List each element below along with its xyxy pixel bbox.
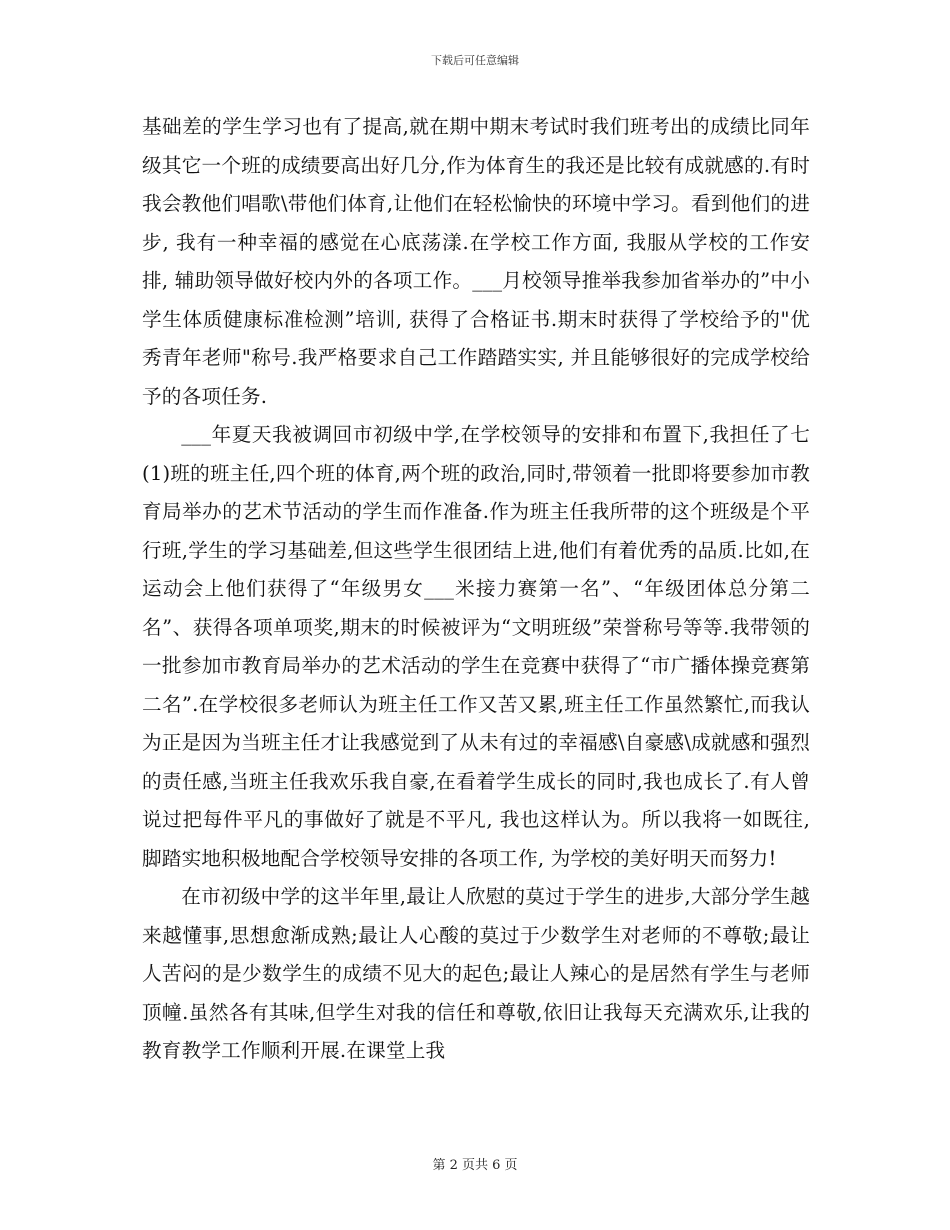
paragraph-3: 在市初级中学的这半年里,最让人欣慰的莫过于学生的进步,大部分学生越来越懂事,思想愈渐成熟;最让人心酸的莫过于少数学生对老师的不尊敬;最让人苦闷的是少数学生的成绩不见大的起色;最让人辣心的是居然有学生与老师顶幢.虽然各有其味,但学生对我的信任和尊敬,依旧让我每天充满欢乐,让我的教育教学工作顺利开展.在课堂上我: [142, 885, 810, 1062]
document-body: [142, 108, 810, 1071]
page-header-note: 下载后可任意编辑: [431, 54, 519, 67]
paragraph-2: ___年夏天我被调回市初级中学,在学校领导的安排和布置下,我担任了七(1)班的班主任,四个班的体育,两个班的政治,同时,带领着一批即将要参加市教育局举办的艺术节活动的学生而作准备.作为班主任我所带的这个班级是个平行班,学生的学习基础差,但这些学生很团结上进,他们有着优秀的品质.比如,在运动会上他们获得了“年级男女___米接力赛第一名”、“年级团体总分第二名”、获得各项单项奖,期末的时候被评为“文明班级”荣誉称号等等.我带领的一批参加市教育局举办的艺术活动的学生在竞赛中获得了“市广播体操竞赛第二名”.在学校很多老师认为班主任工作又苦又累,班主任工作虽然繁忙,而我认为正是因为当班主任才让我感觉到了从未有过的幸福感\自豪感\成就感和强烈的责任感,当班主任我欢乐我自豪,在看着学生成长的同时,我也成长了.有人曾说过把每件平凡的事做好了就是不平凡, 我也这样认为。所以我将一如既往, 脚踏实地积极地配合学校领导安排的各项工作, 为学校的美好明天而努力!: [142, 423, 810, 870]
paragraph-1: 基础差的学生学习也有了提高,就在期中期末考试时我们班考出的成绩比同年级其它一个班的成绩要高出好几分,作为体育生的我还是比较有成就感的.有时我会教他们唱歌\带他们体育,让他们在轻松愉快的环境中学习。看到他们的进步, 我有一种幸福的感觉在心底荡漾.在学校工作方面, 我服从学校的工作安排, 辅助领导做好校内外的各项工作。___月校领导推举我参加省举办的”中小学生体质健康标准检测”培训, 获得了合格证书.期末时获得了学校给予的"优秀青年老师"称号.我严格要求自己工作踏踏实实, 并且能够很好的完成学校给予的各项任务.: [142, 115, 810, 408]
page-number: 第 2 页共 6 页: [432, 1158, 518, 1173]
